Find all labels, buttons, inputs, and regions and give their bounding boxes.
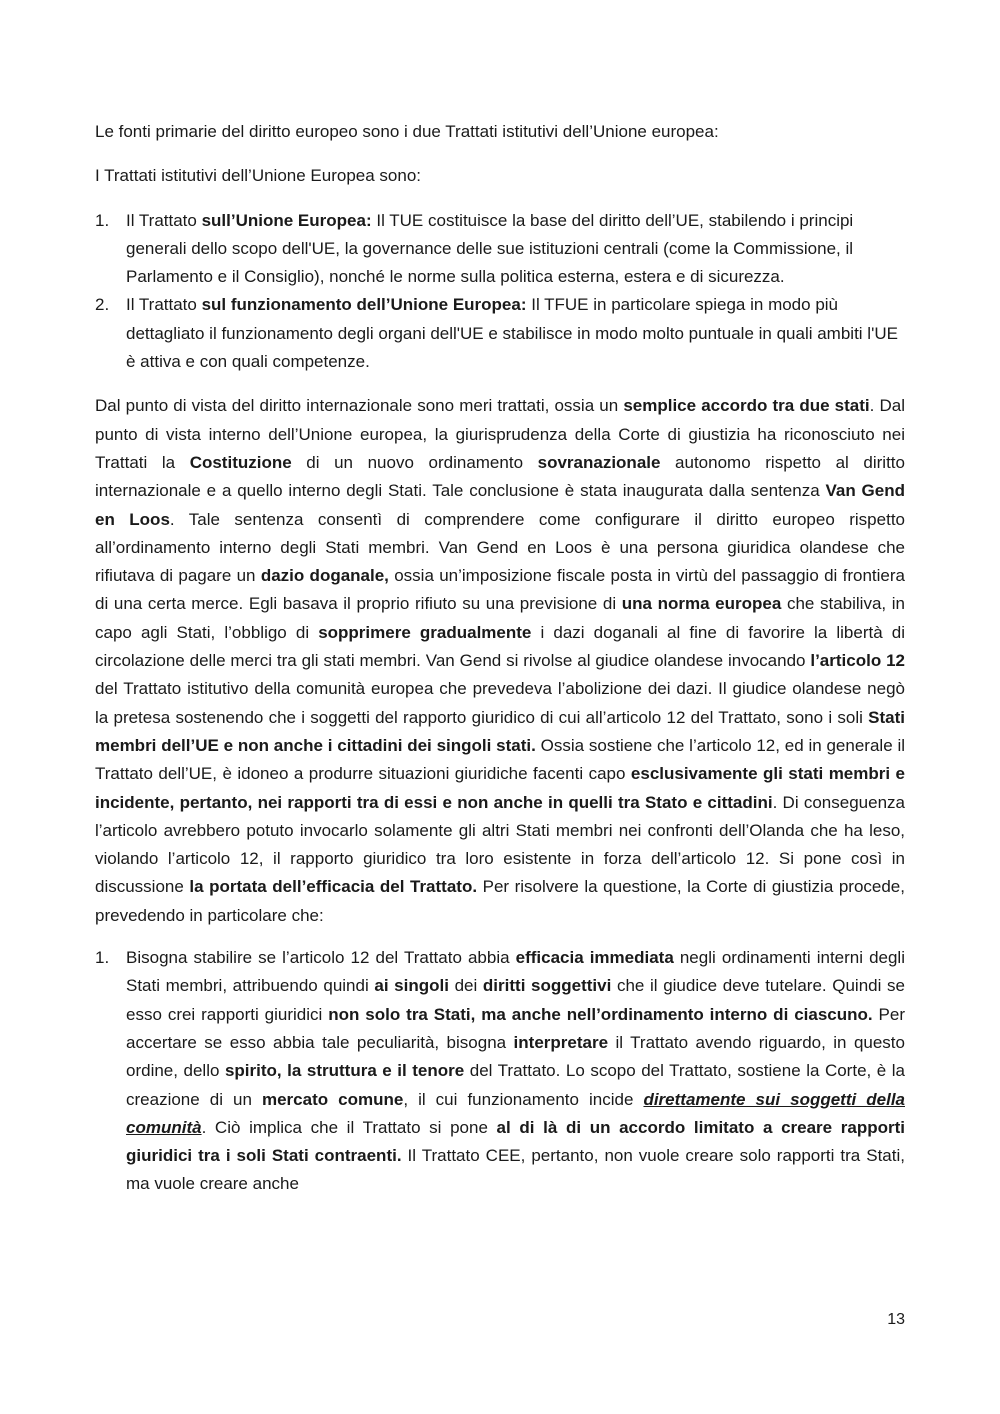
bold-term: semplice accordo tra due stati <box>623 396 870 416</box>
bold-term: sovranazionale <box>537 452 661 472</box>
list-number: 1. <box>95 948 110 968</box>
bold-term: esclusivamente gli stati membri e incidente, pertanto, nei rapporti tra di essi e non anche in quelli tra Stato e cittadini <box>95 764 906 812</box>
treaties-list <box>95 207 905 377</box>
page-number: 13 <box>887 1311 905 1328</box>
court-points-list <box>95 944 905 1199</box>
bold-term: ai singoli <box>374 976 449 996</box>
intro-sentence: Le fonti primarie del diritto europeo sono i due Trattati istitutivi dell’Unione europea: <box>95 122 719 141</box>
bold-term: dazio doganale, <box>260 566 389 586</box>
bold-term: al di là di un accordo limitato a creare rapporti giuridici tra i soli Stati contraenti. <box>126 1117 905 1166</box>
list-number: 2. <box>95 295 110 315</box>
bold-term: l’articolo 12 <box>810 651 905 671</box>
underlined-term: direttamente sui soggetti della comunità <box>126 1089 905 1137</box>
bold-term: interpretare <box>513 1032 609 1052</box>
list-item: 1. Il Trattato sull’Unione Europea: Il TUE costituisce la base del diritto dell’UE, stabilendo i principi generali dello scopo dell'UE, la governance delle sue istituzioni centrali (come la Commissione, il Parlamento e il Consiglio), nonché le norme sulla politica esterna, estera e di sicurezza. <box>95 207 905 292</box>
list-item: 2. Il Trattato sul funzionamento dell’Unione Europea: Il TFUE in particolare spiega in modo più dettagliato il funzionamento degli organi dell'UE e stabilisce in modo molto puntuale in quali ambiti l'UE è attiva e con quali competenze. <box>95 291 905 376</box>
bold-term: Van Gend en Loos <box>95 481 905 529</box>
bold-term: Costituzione <box>189 452 292 472</box>
bold-term: la portata dell’efficacia del Trattato. <box>189 877 478 897</box>
list-number: 1. <box>95 210 110 230</box>
bold-term: mercato comune <box>261 1089 404 1109</box>
bold-term: sull’Unione Europea: <box>201 210 372 230</box>
bold-term: efficacia immediata <box>515 948 674 968</box>
bold-term: diritti soggettivi <box>482 976 612 996</box>
bold-term: spirito, la struttura e il tenore <box>224 1061 465 1081</box>
list-item: 1. Bisogna stabilire se l’articolo 12 del Trattato abbia efficacia immediata negli ordinamenti interni degli Stati membri, attribuendo quindi ai singoli dei diritti soggettivi che il giudice deve tutelare. Quindi se esso crei rapporti giuridici non solo tra Stati, ma anche nell’ordinamento interno di ciascuno. Per accertare se esso abbia tale peculiarità, bisogna interpretare il Trattato avendo riguardo, in questo ordine, dello spirito, la struttura e il tenore del Trattato. Lo scopo del Trattato, sostiene la Corte, è la creazione di un mercato comune, il cui funzionamento incide direttamente sui soggetti della comunità. Ciò implica che il Trattato si pone al di là di un accordo limitato a creare rapporti giuridici tra i soli Stati contraenti. Il Trattato CEE, pertanto, non vuole creare solo rapporti tra Stati, ma vuole creare anche <box>95 944 905 1199</box>
body-paragraph: Dal punto di vista del diritto internazionale sono meri trattati, ossia un semplice accordo tra due stati. Dal punto di vista interno dell’Unione europea, la giurisprudenza della Corte di giustizia ha riconosciuto nei Trattati la Costituzione di un nuovo ordinamento sovranazionale autonomo rispetto al diritto internazionale e a quello interno degli Stati. Tale conclusione è stata inaugurata dalla sentenza Van Gend en Loos. Tale sentenza consentì di comprendere come configurare il diritto europeo rispetto all’ordinamento interno degli Stati membri. Van Gend en Loos è una persona giuridica olandese che rifiutava di pagare un dazio doganale, ossia un’imposizione fiscale posta in virtù del passaggio di frontiera di una certa merce. Egli basava il proprio rifiuto su una previsione di una norma europea che stabiliva, in capo agli Stati, l’obbligo di sopprimere gradualmente i dazi doganali al fine di favorire la libertà di circolazione delle merci tra gli stati membri. Van Gend si rivolse al giudice olandese invocando l’articolo 12 del Trattato istitutivo della comunità europea che prevedeva l’abolizione dei dazi. Il giudice olandese negò la pretesa sostenendo che i soggetti del rapporto giuridico di cui all’articolo 12 del Trattato, sono i soli Stati membri dell’UE e non anche i cittadini dei singoli stati. Ossia sostiene che l’articolo 12, ed in generale il Trattato dell’UE, è idoneo a produrre situazioni giuridiche facenti capo esclusivamente gli stati membri e incidente, pertanto, nei rapporti tra di essi e non anche in quelli tra Stato e cittadini. Di conseguenza l’articolo avrebbero potuto invocarlo solamente gli altri Stati membri nei confronti dell’Olanda che ha leso, violando l’articolo 12, il rapporto giuridico tra loro esistente in forza dell’articolo 12. Si pone così in discussione la portata dell’efficacia del Trattato. Per risolvere la questione, la Corte di giustizia procede, prevedendo in particolare che: <box>95 396 906 925</box>
treaties-heading: I Trattati istitutivi dell’Unione Europea sono: <box>95 166 422 186</box>
bold-term: sul funzionamento dell’Unione Europea: <box>201 295 527 315</box>
bold-term: una norma europea <box>621 594 782 614</box>
page-content <box>95 118 905 1215</box>
bold-term: Stati membri dell’UE e non anche i cittadini dei singoli stati. <box>95 707 905 755</box>
bold-term: non solo tra Stati, ma anche nell’ordinamento interno di ciascuno. <box>328 1004 873 1024</box>
bold-term: sopprimere gradualmente <box>318 622 532 642</box>
